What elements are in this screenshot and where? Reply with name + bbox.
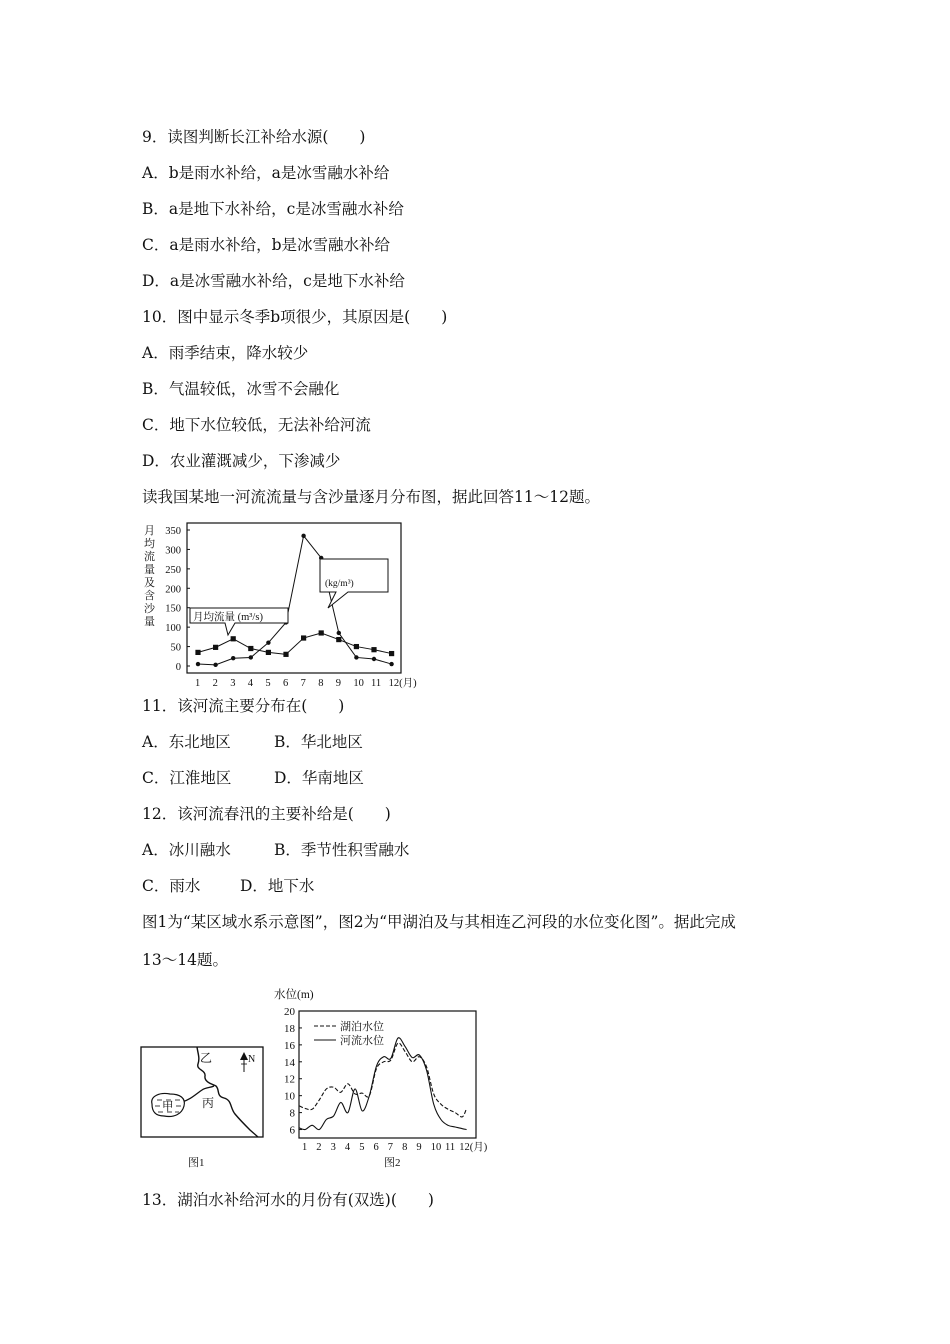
sediment-series-line [198, 536, 392, 665]
chart1-ylabel-char: 量 [144, 564, 155, 576]
chart1-ylabel-char: 及 [144, 577, 155, 589]
chart2-ytick-label: 14 [284, 1056, 295, 1069]
flow-sediment-chart [140, 518, 417, 690]
flow-point [231, 636, 236, 641]
chart1-xtick-label: 5 [265, 678, 271, 689]
chart1-frame [187, 523, 401, 673]
flow-point [319, 630, 324, 635]
fig1-water-system-map [140, 1040, 266, 1172]
chart1-ytick-label: 0 [175, 662, 181, 673]
chart1-xtick-label: 4 [247, 678, 254, 689]
sediment-point [372, 657, 376, 661]
chart1-ytick-label: 300 [165, 545, 181, 557]
q10-option-a: A．雨季结束，降水较少 [142, 344, 309, 362]
chart1-ytick-label: 200 [165, 584, 181, 596]
river-level-line [299, 1038, 466, 1130]
chart1-ytick-label: 250 [165, 564, 181, 576]
chart2-ytick-label: 18 [284, 1022, 295, 1035]
chart1-xtick-label: 10 [353, 678, 364, 689]
sediment-point [213, 663, 217, 667]
flow-point [266, 650, 271, 655]
q9-option-a: A．b是雨水补给，a是冰雪融水补给 [142, 164, 390, 182]
chart2-xtick-label: 1 [302, 1142, 308, 1153]
chart2-xtick-label: 9 [416, 1142, 422, 1153]
fig1-label-bing: 丙 [202, 1096, 215, 1110]
chart1-xtick-label: 12(月) [388, 678, 417, 689]
q9-option-c: C．a是雨水补给，b是冰雪融水补给 [142, 236, 391, 254]
chart2-ytick-label: 12 [284, 1073, 295, 1086]
chart1-ytick-label: 150 [165, 603, 181, 615]
chart1-xtick-label: 11 [371, 678, 382, 689]
sediment-point [266, 640, 270, 644]
q12-option-a: A．冰川融水 [142, 841, 231, 859]
q12-option-c: C．雨水 [142, 877, 201, 895]
flow-point [301, 635, 306, 640]
q12-stem: 12．该河流春汛的主要补给是( ) [142, 805, 391, 823]
lake-level-line [299, 1043, 466, 1117]
q11-option-b: B．华北地区 [274, 733, 363, 751]
chart1-ylabel-char: 月 [144, 525, 155, 537]
chart1-ytick-label: 50 [170, 642, 181, 654]
q12-option-d: D．地下水 [240, 877, 315, 895]
q10-stem: 10．图中显示冬季b项很少，其原因是( ) [142, 308, 448, 326]
chart1-xtick-label: 1 [195, 678, 201, 689]
chart1-xtick-label: 9 [335, 678, 342, 689]
chart1-xtick-label: 6 [283, 678, 289, 689]
chart2-xtick-label: 2 [316, 1142, 322, 1153]
chart2-xtick-label: 5 [359, 1142, 365, 1153]
sediment-legend-unit: (kg/m³) [325, 579, 354, 589]
legend-river-label: 河流水位 [340, 1035, 384, 1047]
q11-option-d: D．华南地区 [274, 769, 364, 787]
flow-point [371, 647, 376, 652]
chart2-xtick-label: 12(月) [459, 1142, 488, 1153]
q10-option-b: B．气温较低，冰雪不会融化 [142, 380, 340, 398]
chart2-frame [299, 1011, 476, 1138]
q9-stem: 9．读图判断长江补给水源( ) [142, 128, 366, 146]
flow-point [213, 645, 218, 650]
fig1-caption: 图1 [188, 1157, 205, 1169]
chart2-xtick-label: 4 [344, 1142, 351, 1153]
chart2-ytick-label: 10 [284, 1090, 295, 1103]
chart2-ylabel: 水位(m) [274, 989, 314, 1001]
q11-stem: 11．该河流主要分布在( ) [142, 697, 345, 715]
chart1-ytick-label: 100 [165, 623, 181, 635]
chart1-ylabel-char: 均 [144, 538, 155, 550]
sediment-point [337, 631, 341, 635]
chart2-xtick-label: 6 [373, 1142, 379, 1153]
q12-option-b: B．季节性积雪融水 [274, 841, 410, 859]
chart1-xtick-label: 3 [230, 678, 236, 689]
fig1-label-jia: 甲 [162, 1101, 174, 1113]
chart2-xtick-label: 10 [430, 1142, 442, 1153]
chart1-ylabel [144, 524, 156, 628]
sediment-point [354, 655, 358, 659]
fig1-label-yi: 乙 [200, 1051, 213, 1065]
sediment-point [249, 655, 253, 659]
q11-option-c: C．江淮地区 [142, 769, 232, 787]
chart1-xtick-label: 8 [318, 678, 324, 689]
intro-13-14-line2: 13～14题。 [142, 951, 228, 969]
chart2-xtick-label: 8 [402, 1142, 408, 1153]
sediment-point [231, 656, 235, 660]
legend-lake-label: 湖泊水位 [340, 1021, 384, 1033]
q11-option-a: A．东北地区 [142, 733, 231, 751]
q10-option-d: D．农业灌溉减少，下渗减少 [142, 452, 341, 470]
intro-11-12: 读我国某地一河流流量与含沙量逐月分布图，据此回答11～12题。 [142, 488, 600, 506]
flow-point [248, 646, 253, 651]
chart1-ylabel-char: 量 [144, 616, 155, 628]
chart1-xtick-label: 2 [212, 678, 218, 689]
north-label: N [248, 1054, 256, 1065]
q10-option-c: C．地下水位较低，无法补给河流 [142, 416, 371, 434]
flow-point [389, 651, 394, 656]
flow-point [354, 644, 359, 649]
north-arrow-icon [240, 1052, 248, 1072]
chart1-ylabel-char: 含 [144, 590, 155, 602]
sediment-point [389, 662, 393, 666]
q9-option-b: B．a是地下水补给，c是冰雪融水补给 [142, 200, 404, 218]
intro-13-14-line1: 图1为“某区域水系示意图”，图2为“甲湖泊及与其相连乙河段的水位变化图”。据此完成 [142, 913, 736, 931]
fig2-water-level-chart [272, 984, 502, 1172]
chart2-xtick-label: 11 [445, 1142, 456, 1153]
q13-stem: 13．湖泊水补给河水的月份有(双选)( ) [142, 1191, 434, 1209]
flow-point [336, 637, 341, 642]
chart2-ytick-label: 20 [284, 1006, 295, 1018]
flow-point [195, 650, 200, 655]
chart1-ytick-label: 350 [165, 526, 181, 537]
chart1-xtick-label: 7 [300, 678, 306, 689]
flow-point [283, 652, 288, 657]
sediment-point [301, 534, 305, 538]
flow-series-line [198, 633, 392, 654]
chart2-xtick-label: 7 [387, 1142, 394, 1153]
fig2-caption: 图2 [384, 1157, 401, 1169]
sediment-point [196, 662, 200, 666]
chart1-ylabel-char: 流 [144, 551, 155, 563]
chart2-xtick-label: 3 [330, 1142, 336, 1153]
chart1-ylabel-char: 沙 [144, 603, 155, 615]
chart2-ytick-label: 16 [284, 1039, 295, 1052]
chart2-ytick-label: 8 [289, 1107, 295, 1120]
flow-legend-label: 月均流量 (m³/s) [193, 612, 263, 623]
q9-option-d: D．a是冰雪融水补给，c是地下水补给 [142, 272, 405, 290]
chart2-ytick-label: 6 [289, 1124, 295, 1137]
